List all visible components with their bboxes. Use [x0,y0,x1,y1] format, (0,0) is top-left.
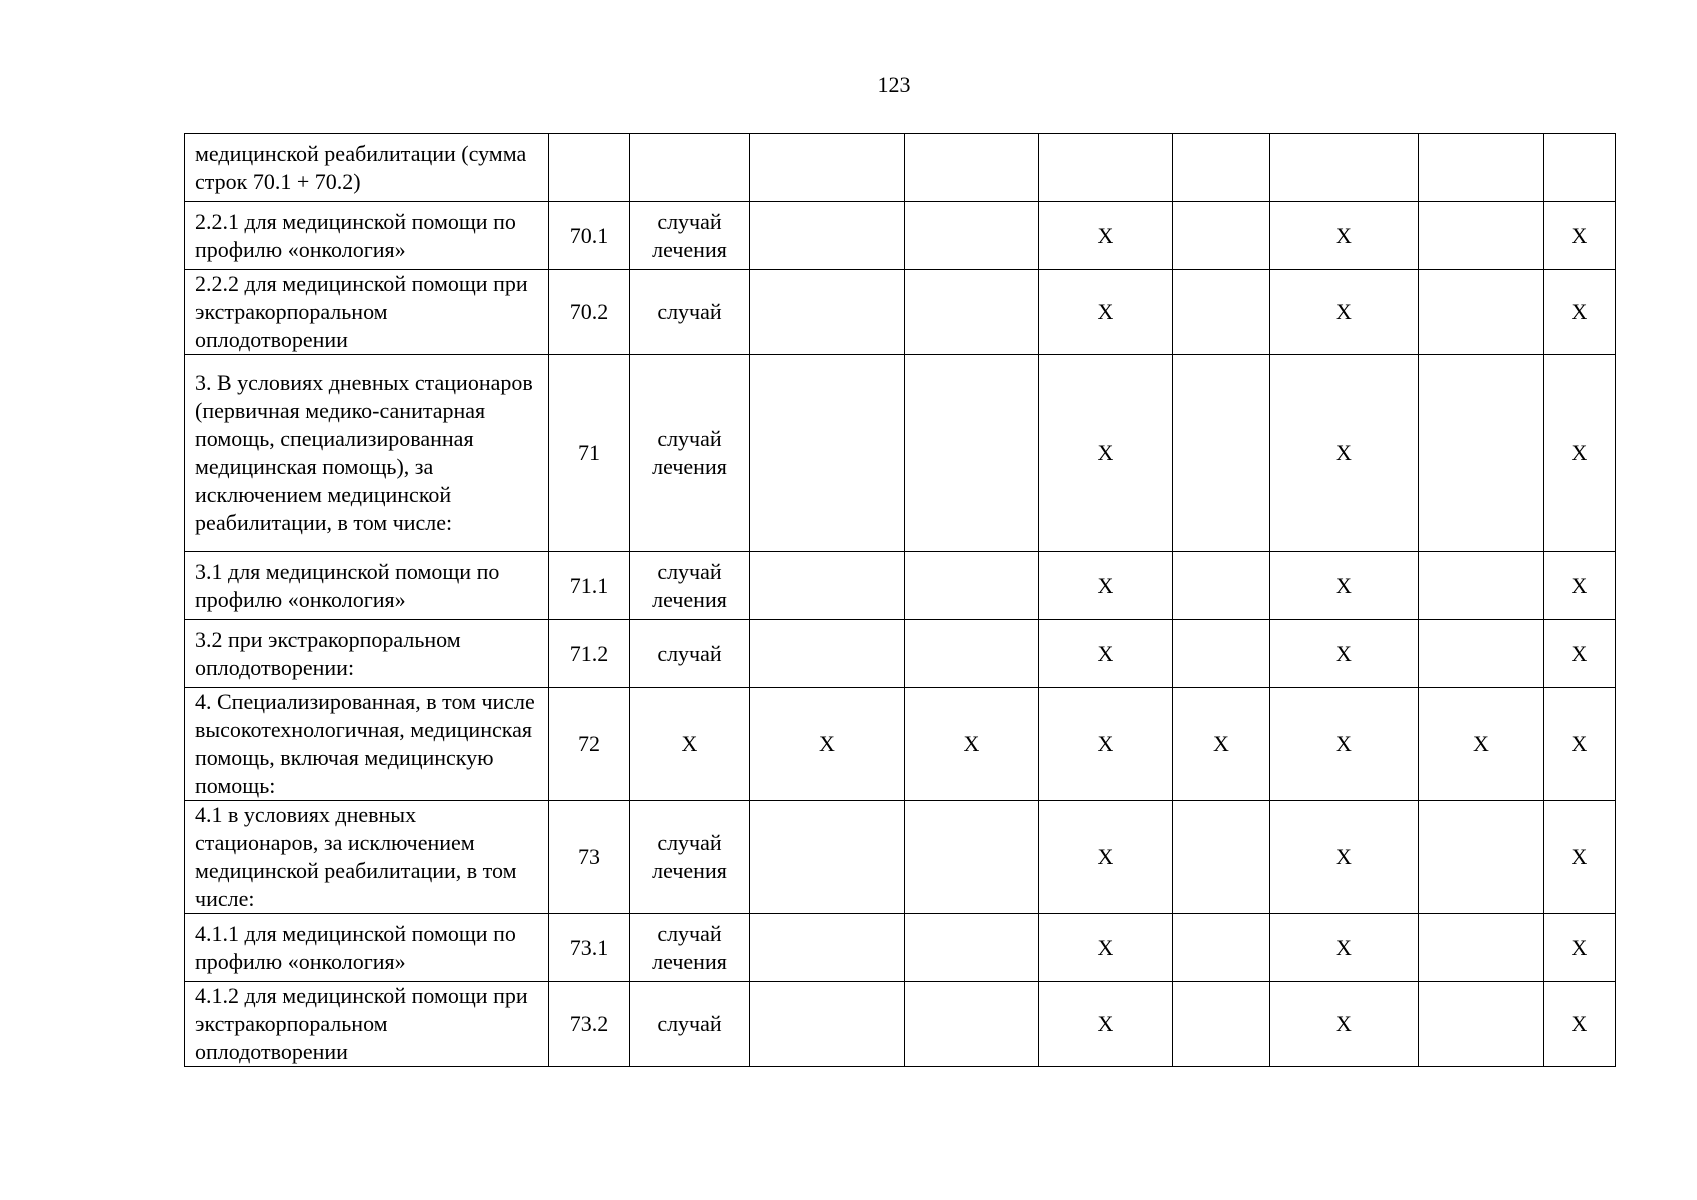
table-cell [1173,620,1270,688]
table-row [185,552,1616,620]
table-cell: X [750,688,905,801]
table-row [185,202,1616,270]
table-row [185,801,1616,914]
table-cell [905,552,1039,620]
row-unit: случай [630,982,750,1067]
table-cell: X [1544,620,1616,688]
table-cell [1173,801,1270,914]
table-row [185,270,1616,355]
page-number: 123 [877,72,911,97]
table-cell [905,202,1039,270]
table-cell [1173,914,1270,982]
table-cell: X [1544,914,1616,982]
row-name: 3.1 для медицинской помощи по профилю «онкология» [185,552,549,620]
table-row [185,355,1616,552]
row-code: 73 [549,801,630,914]
table-cell [750,914,905,982]
table-cell [905,620,1039,688]
table-cell: X [1270,914,1419,982]
table-cell [750,982,905,1067]
table-cell [1039,134,1173,202]
row-unit: случай лечения [630,355,750,552]
table-cell [1419,270,1544,355]
table-cell [750,801,905,914]
table-cell: X [1419,688,1544,801]
table-cell [905,914,1039,982]
row-code: 71.1 [549,552,630,620]
table-cell [750,202,905,270]
table-cell: X [1039,355,1173,552]
table-cell: X [1270,982,1419,1067]
table-cell [905,982,1039,1067]
table-cell: X [1039,620,1173,688]
table-cell: X [1039,270,1173,355]
data-table [184,133,1616,1067]
table-cell [905,355,1039,552]
table-cell [1419,982,1544,1067]
table-cell [1173,355,1270,552]
table-cell: X [1544,801,1616,914]
table-row [185,688,1616,801]
table-cell [750,620,905,688]
row-unit: случай [630,270,750,355]
table-row [185,914,1616,982]
row-name: медицинской реабилитации (сумма строк 70.1 + 70.2) [185,134,549,202]
row-name: 4.1.2 для медицинской помощи при экстракорпоральном оплодотворении [185,982,549,1067]
row-code: 73.2 [549,982,630,1067]
table-cell: X [1270,202,1419,270]
table-cell: X [1270,620,1419,688]
table-row [185,620,1616,688]
table-cell: X [1544,355,1616,552]
table-cell [1173,552,1270,620]
table-cell [1419,202,1544,270]
row-name: 2.2.2 для медицинской помощи при экстракорпоральном оплодотворении [185,270,549,355]
row-unit: случай лечения [630,552,750,620]
row-unit: случай лечения [630,801,750,914]
table-cell: X [905,688,1039,801]
table-cell [1419,134,1544,202]
table-cell [905,801,1039,914]
table-cell [750,552,905,620]
row-code [549,134,630,202]
row-code: 71.2 [549,620,630,688]
table-cell [1419,552,1544,620]
table-cell: X [1270,688,1419,801]
table-cell: X [1270,552,1419,620]
table-cell: X [1039,801,1173,914]
table-cell: X [1039,552,1173,620]
table-cell [1270,134,1419,202]
table-cell [750,355,905,552]
table-cell: X [1544,202,1616,270]
table-cell: X [1039,982,1173,1067]
row-unit: X [630,688,750,801]
table-cell: X [1544,552,1616,620]
row-name: 4.1.1 для медицинской помощи по профилю «онкология» [185,914,549,982]
row-name: 4. Специализированная, в том числе высокотехнологичная, медицинская помощь, включая медицинскую помощь: [185,688,549,801]
table-cell [1173,134,1270,202]
row-code: 71 [549,355,630,552]
table-cell [1419,914,1544,982]
row-unit: случай лечения [630,202,750,270]
table-cell: X [1544,982,1616,1067]
table-cell: X [1039,202,1173,270]
table-cell: X [1039,914,1173,982]
row-unit: случай [630,620,750,688]
row-name: 3.2 при экстракорпоральном оплодотворении: [185,620,549,688]
table-cell [905,134,1039,202]
table-cell: X [1039,688,1173,801]
table-cell [1419,355,1544,552]
table-cell: X [1270,355,1419,552]
row-name: 3. В условиях дневных стационаров (первичная медико-санитарная помощь, специализированная медицинская помощь), за исключением медицинской реабилитации, в том числе: [185,355,549,552]
table-cell: X [1270,270,1419,355]
table-cell [750,134,905,202]
row-name: 4.1 в условиях дневных стационаров, за исключением медицинской реабилитации, в том числе: [185,801,549,914]
table-row [185,982,1616,1067]
table-cell: X [1173,688,1270,801]
table-cell [1419,620,1544,688]
table-cell [1419,801,1544,914]
table-row [185,134,1616,202]
table-cell [1544,134,1616,202]
table-cell [750,270,905,355]
table-cell [905,270,1039,355]
table-cell: X [1270,801,1419,914]
table-cell [1173,270,1270,355]
row-unit [630,134,750,202]
row-code: 73.1 [549,914,630,982]
row-code: 70.2 [549,270,630,355]
table-cell: X [1544,688,1616,801]
row-code: 72 [549,688,630,801]
table-cell [1173,202,1270,270]
row-code: 70.1 [549,202,630,270]
table-cell [1173,982,1270,1067]
row-name: 2.2.1 для медицинской помощи по профилю «онкология» [185,202,549,270]
table-cell: X [1544,270,1616,355]
row-unit: случай лечения [630,914,750,982]
